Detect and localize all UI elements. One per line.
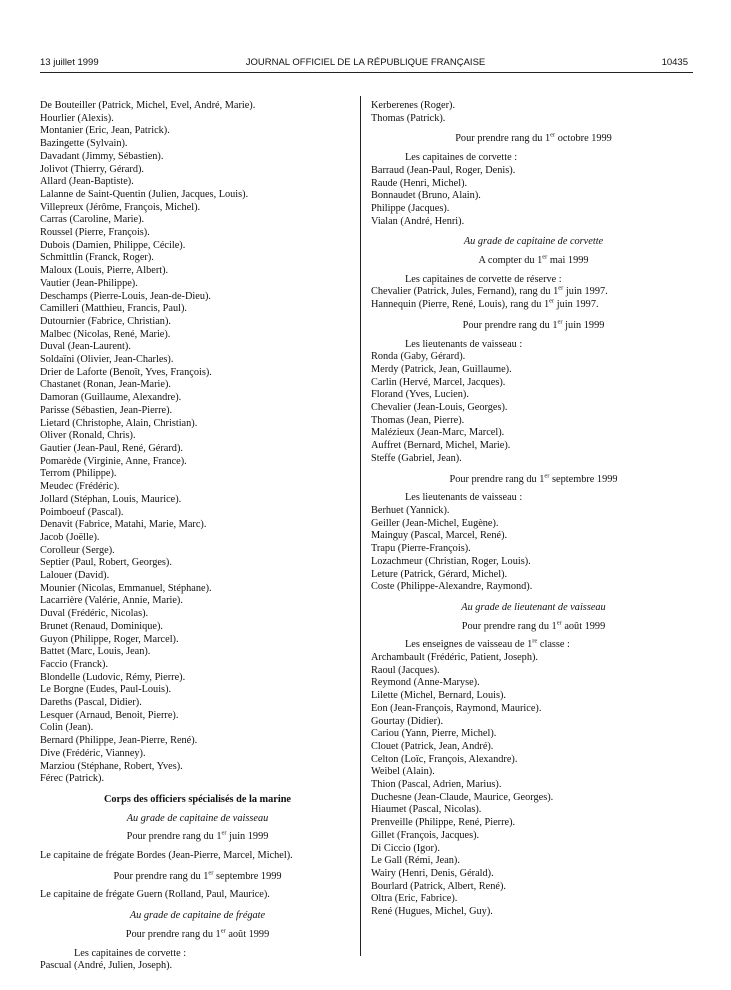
name-entry: Dubois (Damien, Philippe, Cécile). (40, 239, 186, 251)
name-entry: Marziou (Stéphane, Robert, Yves). (40, 760, 183, 772)
appointment-entry: Le capitaine de frégate Guern (Rolland, Paul, Maurice). (40, 889, 270, 901)
name-entry: Villepreux (Jérôme, François, Michel). (40, 201, 201, 213)
name-entry: Gourtay (Didier). (371, 715, 444, 727)
appointment-entry: Le capitaine de frégate Bordes (Jean-Pierre, Marcel, Michel). (40, 850, 293, 862)
name-entry: Florand (Yves, Lucien). (371, 389, 469, 401)
name-entry: Vautier (Jean-Philippe). (40, 277, 138, 289)
name-entry: Leture (Patrick, Gérard, Michel). (371, 568, 508, 580)
name-entry: Raude (Henri, Michel). (371, 177, 468, 189)
name-entry: Jollard (Stéphan, Louis, Maurice). (40, 493, 182, 505)
name-entry: Schmittlin (Franck, Roger). (40, 252, 154, 264)
name-entry: Celton (Loïc, François, Alexandre). (371, 753, 518, 765)
name-entry: Carlin (Hervé, Marcel, Jacques). (371, 376, 506, 388)
name-entry: Kerberenes (Roger). (371, 100, 456, 111)
name-entry: Damoran (Guillaume, Alexandre). (40, 392, 182, 404)
header-rule (40, 72, 693, 73)
grade-heading: Au grade de capitaine de vaisseau (126, 812, 269, 824)
name-entry: Oltra (Eric, Fabrice). (371, 893, 458, 905)
name-entry: Lesquer (Arnaud, Benoit, Pierre). (40, 709, 179, 721)
name-entry: Trapu (Pierre-François). (371, 543, 471, 555)
left-column (40, 100, 355, 973)
name-entry: Drier de Laforte (Benoît, Yves, François). (40, 366, 212, 378)
name-entry: Vialan (André, Henri). (371, 215, 465, 227)
name-entry: Camilleri (Matthieu, Francis, Paul). (40, 303, 187, 315)
name-entry: Geiller (Jean-Michel, Eugène). (371, 517, 499, 529)
name-entry: Férec (Patrick). (40, 773, 105, 785)
column-divider (360, 96, 361, 956)
name-entry: Duval (Frédéric, Nicolas). (40, 608, 149, 620)
name-entry: Parisse (Sébastien, Jean-Pierre). (40, 404, 173, 416)
name-entry: Ronda (Gaby, Gérard). (371, 351, 466, 363)
name-entry: Oliver (Ronald, Chris). (40, 430, 136, 442)
category-label: Les lieutenants de vaisseau : (405, 338, 523, 350)
name-list (371, 351, 696, 465)
name-entry: Dive (Frédéric, Vianney). (40, 747, 146, 759)
name-entry: Hiaumet (Pascal, Nicolas). (371, 804, 482, 816)
name-entry: Lalouer (David). (40, 570, 110, 582)
name-entry: Blondelle (Ludovic, Rémy, Pierre). (40, 671, 186, 683)
name-entry: Colin (Jean). (40, 722, 94, 734)
name-entry: Berhuet (Yannick). (371, 504, 450, 516)
name-list (371, 100, 696, 125)
rank-date-line: Pour prendre rang du 1er octobre 1999 (455, 131, 612, 145)
name-entry: Le Gall (Rémi, Jean). (371, 855, 460, 867)
rank-date-line: Pour prendre rang du 1er août 1999 (461, 619, 606, 632)
category-label: Les capitaines de corvette de réserve : (405, 273, 562, 285)
name-entry: Poimboeuf (Pascal). (40, 506, 124, 518)
category-label: Les enseignes de vaisseau de 1re classe : (405, 637, 570, 651)
name-entry: Jolivot (Thierry, Gérard). (40, 163, 144, 175)
name-entry: Malbec (Nicolas, René, Marie). (40, 328, 171, 340)
category-label: Les lieutenants de vaisseau : (405, 492, 523, 504)
rank-date-line: Pour prendre rang du 1er septembre 1999 (449, 472, 618, 485)
name-entry: Hourlier (Alexis). (40, 112, 114, 124)
name-entry: Philippe (Jacques). (371, 202, 450, 214)
name-entry: Brunet (Renaud, Dominique). (40, 620, 163, 632)
name-entry: Merdy (Patrick, Jean, Guillaume). (371, 363, 512, 375)
rank-date-line: A compter du 1er mai 1999 (478, 253, 589, 267)
name-entry: Mounier (Nicolas, Emmanuel, Stéphane). (40, 582, 212, 594)
name-entry: Duval (Jean-Laurent). (40, 341, 131, 353)
name-entry: René (Hugues, Michel, Guy). (371, 906, 493, 918)
rank-date-line: Pour prendre rang du 1er juin 1999 (126, 829, 269, 843)
name-entry: Terrom (Philippe). (40, 468, 117, 480)
name-entry: Corolleur (Serge). (40, 544, 115, 556)
name-entry: Bourlard (Patrick, Albert, René). (371, 880, 506, 892)
name-entry: Thomas (Patrick). (371, 112, 446, 124)
name-entry: Davadant (Jimmy, Sébastien). (40, 150, 164, 162)
name-entry: Lietard (Christophe, Alain, Christian). (40, 417, 198, 429)
name-entry: Archambault (Frédéric, Patient, Joseph). (371, 652, 538, 664)
name-entry: Duchesne (Jean-Claude, Maurice, Georges). (371, 791, 554, 803)
name-entry: Coste (Philippe-Alexandre, Raymond). (371, 581, 533, 593)
rank-date-line: Pour prendre rang du 1er septembre 1999 (113, 869, 282, 882)
name-entry: Deschamps (Pierre-Louis, Jean-de-Dieu). (40, 290, 211, 302)
name-entry: Gillet (François, Jacques). (371, 829, 480, 841)
name-entry: Montanier (Eric, Jean, Patrick). (40, 125, 170, 137)
name-entry: Meudec (Frédéric). (40, 481, 120, 493)
name-entry: Gautier (Jean-Paul, René, Gérard). (40, 442, 183, 454)
name-entry: Allard (Jean-Baptiste). (40, 176, 134, 188)
left-name-list (40, 100, 355, 786)
name-entry: Jacob (Joëlle). (40, 531, 100, 543)
name-entry: Di Ciccio (Igor). (371, 842, 440, 854)
name-entry: Lalanne de Saint-Quentin (Julien, Jacques, Louis). (40, 188, 249, 200)
name-entry: Thomas (Jean, Pierre). (371, 414, 465, 426)
name-entry: Eon (Jean-François, Raymond, Maurice). (371, 702, 542, 714)
name-entry: Cariou (Yann, Pierre, Michel). (371, 728, 497, 740)
category-label: Les capitaines de corvette : (405, 152, 518, 164)
name-entry: Roussel (Pierre, François). (40, 227, 150, 239)
name-entry: Chevalier (Patrick, Jules, Fernand), rang du 1er juin 1997. (371, 285, 608, 298)
name-entry: Dutournier (Fabrice, Christian). (40, 315, 171, 327)
name-entry: Denavit (Fabrice, Matahi, Marie, Marc). (40, 519, 207, 531)
name-entry: Faccio (Franck). (40, 658, 109, 670)
name-entry: Guyon (Philippe, Roger, Marcel). (40, 633, 179, 645)
name-entry: Lilette (Michel, Bernard, Louis). (371, 690, 506, 702)
name-list (371, 165, 696, 229)
right-column (371, 100, 696, 919)
name-entry: Barraud (Jean-Paul, Roger, Denis). (371, 164, 516, 176)
name-entry: Soldaïni (Olivier, Jean-Charles). (40, 354, 174, 366)
name-entry: Pascual (André, Julien, Joseph). (40, 960, 173, 972)
name-entry: Septier (Paul, Robert, Georges). (40, 557, 172, 569)
name-entry: Bernard (Philippe, Jean-Pierre, René). (40, 735, 198, 747)
name-entry: Reymond (Anne-Maryse). (371, 677, 480, 689)
name-entry: Chevalier (Jean-Louis, Georges). (371, 402, 508, 414)
name-entry: Pomarède (Virginie, Anne, France). (40, 455, 187, 467)
name-list (371, 505, 696, 594)
name-entry: Battet (Marc, Louis, Jean). (40, 646, 151, 658)
name-entry: Carras (Caroline, Marie). (40, 214, 145, 226)
name-list (371, 652, 696, 919)
header-date: 13 juillet 1999 (40, 57, 99, 68)
section-title: Corps des officiers spécialisés de la marine (103, 793, 292, 805)
page-number: 10435 (661, 57, 688, 68)
name-entry: Clouet (Patrick, Jean, André). (371, 740, 494, 752)
name-entry: Bazingette (Sylvain). (40, 138, 128, 150)
name-entry: De Bouteiller (Patrick, Michel, Evel, André, Marie). (40, 100, 256, 111)
grade-heading: Au grade de capitaine de corvette (463, 236, 604, 248)
category-label: Les capitaines de corvette : (74, 947, 187, 959)
name-entry: Le Borgne (Eudes, Paul-Louis). (40, 684, 172, 696)
name-entry: Raoul (Jacques). (371, 664, 440, 676)
name-entry: Steffe (Gabriel, Jean). (371, 452, 462, 464)
name-entry: Maloux (Louis, Pierre, Albert). (40, 265, 169, 277)
rank-date-line: Pour prendre rang du 1er juin 1999 (462, 318, 605, 331)
name-entry: Prenveille (Philippe, René, Pierre). (371, 817, 516, 829)
name-entry: Dareths (Pascal, Didier). (40, 697, 142, 709)
journal-title: JOURNAL OFFICIEL DE LA RÉPUBLIQUE FRANÇAISE (245, 57, 486, 68)
name-entry: Thion (Pascal, Adrien, Marius). (371, 779, 502, 791)
name-entry: Lacarrière (Valérie, Annie, Marie). (40, 595, 183, 607)
name-entry: Lozachmeur (Christian, Roger, Louis). (371, 555, 531, 567)
name-entry: Hannequin (Pierre, René, Louis), rang du 1er juin 1997. (371, 297, 599, 311)
name-entry: Chastanet (Ronan, Jean-Marie). (40, 379, 171, 391)
grade-heading: Au grade de capitaine de frégate (129, 910, 266, 922)
name-entry: Malézieux (Jean-Marc, Marcel). (371, 427, 505, 439)
rank-date-line: Pour prendre rang du 1er août 1999 (125, 927, 270, 940)
name-entry: Wairy (Henri, Denis, Gérald). (371, 867, 494, 879)
grade-heading: Au grade de lieutenant de vaisseau (461, 601, 606, 613)
name-entry: Bonnaudet (Bruno, Alain). (371, 190, 481, 202)
name-entry: Mainguy (Pascal, Marcel, René). (371, 530, 508, 542)
name-entry: Auffret (Bernard, Michel, Marie). (371, 440, 511, 452)
name-entry: Weibel (Alain). (371, 766, 435, 778)
